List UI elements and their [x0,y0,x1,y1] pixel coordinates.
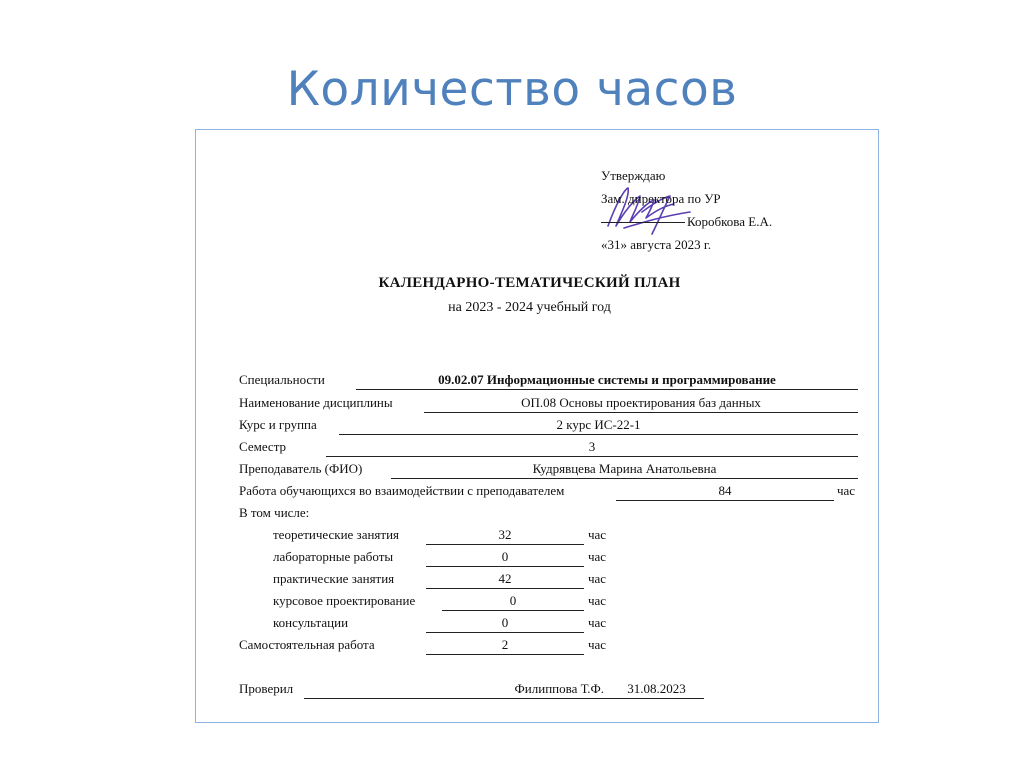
checked-label: Проверил [239,681,294,696]
independent-unit: час [588,637,607,652]
coursework-value: 0 [509,593,517,608]
discipline-label: Наименование дисциплины [239,395,393,410]
checked-date: 31.08.2023 [627,681,686,696]
discipline-value: ОП.08 Основы проектирования баз данных [521,395,761,410]
approval-signer: Коробкова Е.А. [687,214,773,229]
consult-label: консультации [273,615,349,630]
specialty-value: 09.02.07 Информационные системы и программирование [438,372,776,387]
coursework-label: курсовое проектирование [273,593,416,608]
discipline-underline [424,412,858,413]
theory-value: 32 [498,527,512,542]
course-value: 2 курс ИС-22-1 [556,417,641,432]
contact-work-underline [616,500,834,501]
contact-work-label: Работа обучающихся во взаимодействии с преподавателем [239,483,565,498]
consult-underline [426,632,584,633]
teacher-underline [391,478,858,479]
plan-year: на 2023 - 2024 учебный год [448,300,611,315]
theory-underline [426,544,584,545]
independent-label: Самостоятельная работа [239,637,375,652]
document-image [195,129,879,723]
semester-value: 3 [588,439,596,454]
breakdown-label: В том числе: [239,505,310,520]
approval-line-1: Утверждаю [601,168,666,183]
lab-underline [426,566,584,567]
independent-value: 2 [501,637,509,652]
course-label: Курс и группа [239,417,317,432]
teacher-value: Кудрявцева Марина Анатольевна [532,461,717,476]
checked-name: Филиппова Т.Ф. [514,681,604,696]
plan-title: КАЛЕНДАРНО-ТЕМАТИЧЕСКИЙ ПЛАН [378,275,681,291]
practice-unit: час [588,571,607,586]
checked-underline [304,698,704,699]
semester-label: Семестр [239,439,287,454]
signature-line [601,222,685,223]
coursework-unit: час [588,593,607,608]
semester-underline [326,456,858,457]
independent-underline [426,654,584,655]
specialty-underline [356,389,858,390]
practice-value: 42 [498,571,512,586]
theory-unit: час [588,527,607,542]
specialty-label: Специальности [239,372,325,387]
theory-label: теоретические занятия [273,527,400,542]
consult-unit: час [588,615,607,630]
teacher-label: Преподаватель (ФИО) [239,461,363,476]
contact-work-unit: час [837,483,856,498]
practice-underline [426,588,584,589]
lab-label: лабораторные работы [273,549,394,564]
practice-label: практические занятия [273,571,395,586]
coursework-underline [442,610,584,611]
consult-value: 0 [501,615,509,630]
approval-date: «31» августа 2023 г. [601,237,711,252]
slide-title: Количество часов [286,62,738,117]
approval-signature-row [601,210,772,233]
approval-line-2: Зам. директора по УР [601,191,721,206]
lab-value: 0 [501,549,509,564]
course-underline [339,434,858,435]
approval-block [601,164,772,256]
lab-unit: час [588,549,607,564]
contact-work-value: 84 [718,483,732,498]
